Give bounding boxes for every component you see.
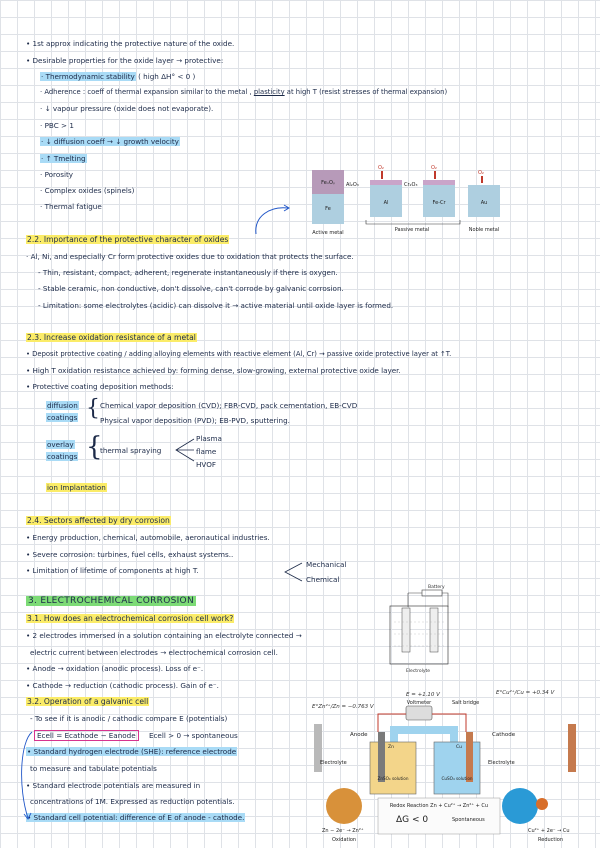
diffusion-label-2-text: coatings	[47, 413, 78, 422]
anode-label: Anode	[350, 732, 368, 738]
sec3-title-text: 3. ELECTROCHEMICAL CORROSION	[28, 596, 194, 606]
beaker	[390, 606, 448, 664]
passive-bracket	[366, 220, 460, 224]
adherence-label: · Adherence	[40, 88, 81, 96]
sec23-b3: • Protective coating deposition methods:	[26, 382, 174, 391]
redox-text: Redox Reaction Zn + Cu²⁺ → Zn²⁺ + Cu	[389, 803, 489, 809]
sec24-b2: • Severe corrosion: turbines, fuel cells, exhaust systems..	[26, 550, 234, 559]
reduction-label: Reduction	[538, 837, 563, 843]
sec32-c1: - To see if it is anodic / cathodic compare E (potentials)	[30, 714, 228, 723]
o2-label-2: O₂	[431, 165, 437, 171]
cr2o3-label: Cr₂O₃	[404, 182, 418, 188]
curved-arrow	[236, 198, 296, 238]
oxidation-label: Oxidation	[332, 837, 357, 843]
sec31-title-text: 3.1. How does an electrochemical corrosion cell work?	[27, 614, 234, 623]
sec32-c2	[26, 747, 237, 756]
ecell-formula: Ecell = Ecathode − Eanode	[34, 730, 139, 741]
intro-line-3	[40, 72, 195, 81]
sec32-title	[26, 697, 149, 707]
thermo-stability: · Thermodynamic stability	[41, 72, 135, 81]
cu-label: Cu	[456, 745, 462, 750]
electrolyte-left-label: Electrolyte	[320, 760, 347, 766]
zn-label: Zn	[388, 745, 394, 750]
red-eq: Cu²⁺ + 2e⁻ → Cu	[528, 828, 570, 834]
cell-sketch	[378, 582, 462, 678]
intro-line-6: · PBC > 1	[40, 121, 74, 130]
overlay-brace: {	[86, 432, 103, 462]
diffusion-coeff: · ↓ diffusion coeff → ↓ growth velocity	[41, 137, 179, 146]
she-text: • Standard hydrogen electrode (SHE): reference electrode	[27, 747, 237, 756]
sec22-b3: - Stable ceramic, non conductive, don't dissolve, can't corrode by galvanic corrosion.	[38, 284, 344, 293]
fecr-label: Fe-Cr	[432, 200, 446, 206]
al-oxide-layer	[370, 180, 402, 185]
noble-metal-label: Noble metal	[468, 227, 500, 233]
margin-arrow	[14, 728, 36, 824]
sec32-c4: • Standard electrode potentials are measured in	[26, 781, 201, 790]
active-metal-label: Active metal	[312, 230, 344, 236]
electrolyte-label: Electrolyte	[405, 669, 431, 674]
intro-line-11: · Thermal fatigue	[40, 202, 102, 211]
intro-line-4	[40, 88, 447, 97]
passive-metal-label: Passive metal	[394, 227, 430, 233]
sec32-c3: to measure and tabulate potentials	[30, 764, 157, 773]
intro-line-2: • Desirable properties for the oxide layer → protective:	[26, 56, 224, 65]
spray-branch	[172, 436, 196, 464]
sec32-title-text: 3.2. Operation of a galvanic cell	[27, 697, 149, 706]
oxide-figure	[300, 162, 506, 240]
ox-eq: Zn − 2e⁻ → Zn²⁺	[322, 828, 364, 834]
au-label: Au	[480, 200, 488, 206]
voltmeter-label: Voltmeter	[406, 700, 432, 706]
sec24-title	[26, 516, 171, 526]
ecell-spontaneous: Ecell > 0 → spontaneous	[148, 731, 238, 740]
adherence-text-2: at high T (resist stresses of thermal expansion)	[286, 88, 448, 96]
electrolyte-right-label: Electrolyte	[488, 760, 515, 766]
sec24-b1: • Energy production, chemical, automobile, aeronautical industries.	[26, 533, 270, 542]
adherence-text: : coeff of thermal expansion similar to the metal ,	[82, 88, 252, 96]
fe-label: Fe	[325, 206, 331, 212]
plasticity-word: plasticity	[253, 88, 285, 96]
sec23-title-text: 2.3. Increase oxidation resistance of a metal	[27, 333, 196, 342]
diffusion-brace: {	[86, 396, 100, 421]
plasma: Plasma	[196, 434, 222, 443]
zn-sphere	[326, 788, 362, 824]
diff-method-1: Chemical vapor deposition (CVD); FBR-CVD, pack cementation, EB-CVD	[100, 401, 358, 410]
diffusion-label-1	[46, 401, 79, 410]
thermo-note: ( high ΔH° < 0 )	[138, 72, 196, 81]
dg-text: ΔG < 0	[396, 815, 429, 825]
intro-line-8	[40, 154, 87, 163]
formula-row	[34, 731, 238, 740]
voltmeter-box	[406, 706, 432, 720]
cu-rod-small	[568, 724, 576, 772]
sec23-b1: • Deposit protective coating / adding alloying elements with reactive element (Al, Cr) → passive oxide protective layer at ↑T.	[26, 350, 452, 358]
flame: flame	[196, 447, 217, 456]
overlay-label-2-text: coatings	[47, 452, 78, 461]
o2-label-1: O₂	[378, 165, 384, 171]
intro-line-7	[40, 137, 180, 146]
sec31-title	[26, 614, 234, 624]
sec22-title-text: 2.2. Importance of the protective character of oxides	[27, 235, 229, 244]
sec24-b3: • Limitation of lifetime of components at high T.	[26, 566, 199, 575]
al-label: Al	[383, 200, 389, 206]
lifetime-branch	[282, 560, 304, 584]
diff-method-2: Physical vapor deposition (PVD); EB-PVD, sputtering.	[100, 416, 290, 425]
ion-implantation	[46, 483, 107, 492]
cu-sphere	[502, 788, 538, 824]
sec22-title	[26, 235, 229, 245]
e-cell-label: E = +1.10 V	[406, 692, 440, 698]
sec23-title	[26, 333, 197, 343]
sec31-b2: electric current between electrodes → electrochemical corrosion cell.	[30, 648, 278, 657]
chemical: Chemical	[306, 575, 340, 584]
sec31-b3: • Anode → oxidation (anodic process). Loss of e⁻.	[26, 664, 204, 673]
znso4-label: ZnSO₄ solution	[377, 776, 409, 781]
cuso4-label: CuSO₄ solution	[441, 776, 473, 781]
ion-implantation-text: ion Implantation	[47, 483, 106, 492]
sec32-c6	[26, 813, 245, 822]
mechanical: Mechanical	[306, 560, 347, 569]
sec22-b4: - Limitation: some electrolytes (acidic) can dissolve it → active material until oxide layer is formed.	[38, 301, 394, 310]
tmelting: · ↑ Tmelting	[41, 154, 86, 163]
thermal-spraying: thermal spraying	[100, 446, 162, 455]
overlay-label-1	[46, 440, 75, 449]
cathode-label: Cathode	[492, 732, 516, 738]
intro-line-10: · Complex oxides (spinels)	[40, 186, 135, 195]
intro-line-1: • 1st approx indicating the protective nature of the oxide.	[26, 39, 235, 48]
o2-label-3: O₂	[478, 170, 484, 176]
sec32-c5: concentrations of 1M. Expressed as reduction potentials.	[30, 797, 235, 806]
battery-label: Battery	[428, 585, 445, 590]
sec31-b4: • Cathode → reduction (cathodic process). Gain of e⁻.	[26, 681, 219, 690]
overlay-label-2	[46, 452, 78, 461]
sec3-title	[26, 596, 196, 606]
diffusion-label-1-text: diffusion	[47, 401, 78, 410]
std-cell-potential: • Standard cell potential: difference of E of anode - cathode.	[27, 813, 245, 822]
sec31-b1: • 2 electrodes immersed in a solution containing an electrolyte connected →	[26, 631, 302, 640]
sec23-b2: • High T oxidation resistance achieved by: forming dense, slow-growing, external protective oxide layer.	[26, 366, 401, 375]
spontaneous-text: Spontaneous	[452, 817, 485, 823]
e-cu-label: E°Cu²⁺/Cu = +0.34 V	[496, 690, 555, 696]
sec22-b2: - Thin, resistant, compact, adherent, regenerate instantaneously if there is oxygen.	[38, 268, 338, 277]
sec22-b1: · Al, Ni, and especially Cr form protective oxides due to oxidation that protects the surface.	[26, 252, 354, 261]
overlay-label-1-text: overlay	[47, 440, 74, 449]
fecr-oxide-layer	[423, 180, 455, 185]
hvof: HVOF	[196, 460, 216, 469]
intro-line-9: · Porosity	[40, 170, 74, 179]
salt-bridge-label: Salt bridge	[452, 700, 480, 706]
fe-oxide-label: FeₓOᵧ	[321, 180, 335, 186]
intro-line-5: · ↓ vapour pressure (oxide does not evaporate).	[40, 104, 214, 113]
galvanic-cell	[306, 686, 596, 844]
diffusion-label-2	[46, 413, 78, 422]
sec24-title-text: 2.4. Sectors affected by dry corrosion	[27, 516, 170, 525]
al2o3-label: Al₂O₃	[346, 182, 359, 188]
e-zn-label: E°Zn²⁺/Zn = −0.763 V	[312, 704, 374, 710]
